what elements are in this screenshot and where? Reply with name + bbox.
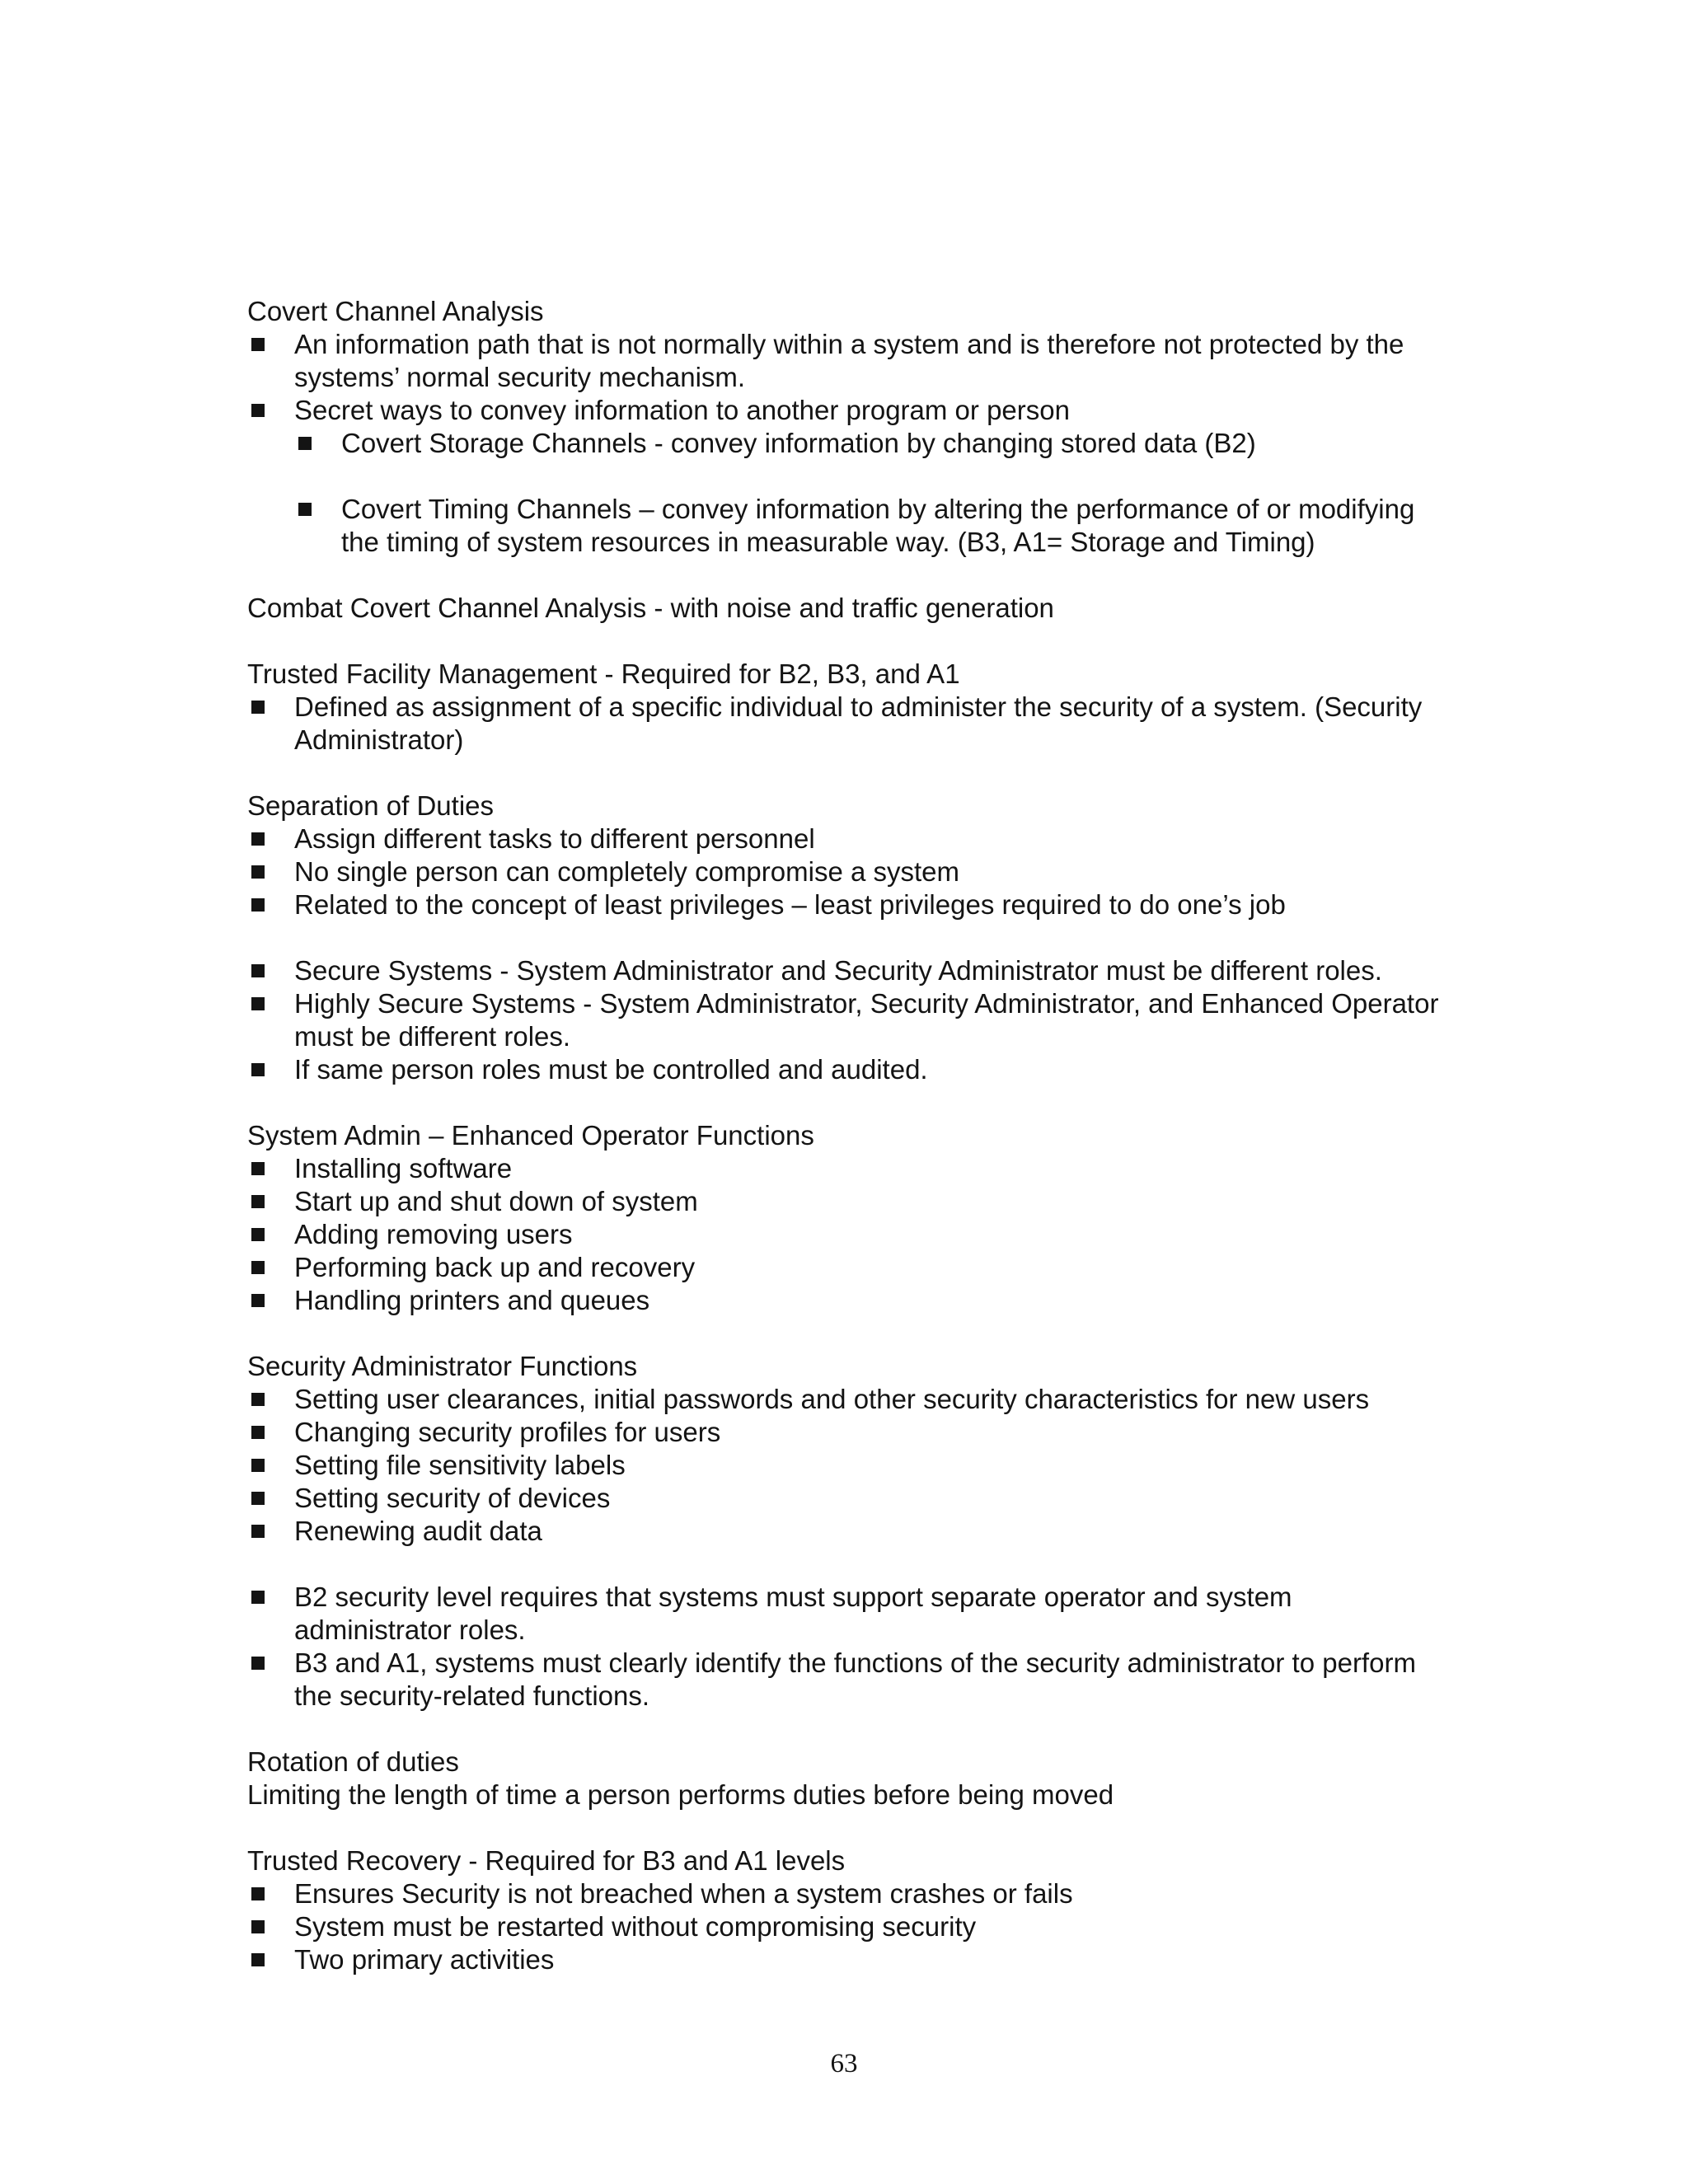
- square-bullet-icon: [251, 997, 265, 1010]
- list-item-text: System must be restarted without compromising security: [294, 1911, 977, 1942]
- list-item: [247, 823, 1451, 855]
- list-item: [247, 954, 1451, 987]
- section: [247, 1119, 1451, 1317]
- section-heading: Combat Covert Channel Analysis - with noise and traffic generation: [247, 593, 1054, 623]
- list-item-text: Related to the concept of least privileges – least privileges required to do one’s job: [294, 889, 1286, 920]
- section-heading: System Admin – Enhanced Operator Functions: [247, 1120, 814, 1151]
- list-item: [247, 855, 1451, 888]
- list-item-text: Changing security profiles for users: [294, 1417, 721, 1447]
- section-heading: Trusted Facility Management - Required for B2, B3, and A1: [247, 658, 960, 689]
- section-line: Limiting the length of time a person performs duties before being moved: [247, 1779, 1114, 1810]
- square-bullet-icon: [251, 1887, 265, 1900]
- list-item: [247, 1185, 1451, 1218]
- square-bullet-icon: [251, 1953, 265, 1966]
- list-item: [247, 1943, 1451, 1976]
- section: [247, 1350, 1451, 1713]
- list-item-text: Defined as assignment of a specific individual to administer the security of a system. (Security Administrator): [294, 691, 1423, 755]
- list-item-text: Assign different tasks to different personnel: [294, 823, 815, 854]
- list-item-text: Secure Systems - System Administrator and Security Administrator must be different roles.: [294, 955, 1382, 986]
- list-item-text: An information path that is not normally within a system and is therefore not protected by the systems’ normal security mechanism.: [294, 329, 1404, 392]
- list-item: [247, 1581, 1451, 1647]
- list-item-text: Handling printers and queues: [294, 1285, 650, 1315]
- list-item-text: No single person can completely compromise a system: [294, 856, 960, 887]
- section: [247, 592, 1451, 625]
- square-bullet-icon: [251, 1063, 265, 1076]
- list-item: [247, 1053, 1451, 1086]
- list-item: [247, 394, 1451, 427]
- square-bullet-icon: [251, 1426, 265, 1439]
- page-content: [247, 295, 1451, 2009]
- square-bullet-icon: [251, 1525, 265, 1538]
- square-bullet-icon: [251, 1195, 265, 1208]
- list-item-text: Adding removing users: [294, 1219, 573, 1249]
- section-heading: Trusted Recovery - Required for B3 and A1 levels: [247, 1845, 846, 1876]
- list-item-text: Setting file sensitivity labels: [294, 1450, 626, 1480]
- square-bullet-icon: [251, 1657, 265, 1670]
- list-item: [247, 1482, 1451, 1515]
- list-item: [247, 888, 1451, 921]
- square-bullet-icon: [251, 404, 265, 417]
- list-item: [247, 328, 1451, 394]
- list-item: [247, 1449, 1451, 1482]
- section-heading: Security Administrator Functions: [247, 1351, 638, 1381]
- square-bullet-icon: [251, 1591, 265, 1604]
- section-heading: Covert Channel Analysis: [247, 296, 544, 326]
- square-bullet-icon: [298, 503, 312, 516]
- sub-list-item: [294, 493, 1451, 559]
- list-item: [247, 1284, 1451, 1317]
- section: [247, 658, 1451, 757]
- square-bullet-icon: [251, 701, 265, 714]
- square-bullet-icon: [251, 1261, 265, 1274]
- list-item: [247, 1647, 1451, 1713]
- section: [247, 790, 1451, 1086]
- square-bullet-icon: [251, 1920, 265, 1933]
- square-bullet-icon: [251, 1228, 265, 1241]
- list-item: [247, 1383, 1451, 1416]
- list-item-text: Covert Timing Channels – convey information by altering the performance of or modifying the timing of system resources in measurable way. (B3, A1= Storage and Timing): [341, 494, 1415, 557]
- list-item: [247, 691, 1451, 757]
- square-bullet-icon: [251, 1393, 265, 1406]
- list-item: [247, 1251, 1451, 1284]
- list-item-text: Two primary activities: [294, 1944, 555, 1975]
- section-heading: Rotation of duties: [247, 1746, 459, 1777]
- square-bullet-icon: [251, 1294, 265, 1307]
- section: [247, 1844, 1451, 1976]
- list-item: [247, 1877, 1451, 1910]
- list-item-text: If same person roles must be controlled and audited.: [294, 1054, 928, 1085]
- square-bullet-icon: [251, 865, 265, 879]
- section: [247, 1746, 1451, 1811]
- list-item-text: Covert Storage Channels - convey information by changing stored data (B2): [341, 428, 1256, 458]
- list-item: [247, 1416, 1451, 1449]
- square-bullet-icon: [251, 1162, 265, 1175]
- square-bullet-icon: [251, 1492, 265, 1505]
- square-bullet-icon: [251, 964, 265, 977]
- section: [247, 295, 1451, 559]
- list-item-text: B3 and A1, systems must clearly identify the functions of the security administrator to perform the security-related functions.: [294, 1647, 1416, 1711]
- list-item: [247, 1152, 1451, 1185]
- list-item-text: Highly Secure Systems - System Administrator, Security Administrator, and Enhanced Operator must be different roles.: [294, 988, 1439, 1052]
- square-bullet-icon: [251, 1459, 265, 1472]
- list-item-text: Renewing audit data: [294, 1516, 542, 1546]
- list-item: [247, 987, 1451, 1053]
- list-item-text: Setting user clearances, initial passwords and other security characteristics for new users: [294, 1384, 1370, 1414]
- sub-list-item: [294, 427, 1451, 460]
- list-item: [247, 1218, 1451, 1251]
- list-item-text: B2 security level requires that systems must support separate operator and system administrator roles.: [294, 1582, 1292, 1645]
- list-item-text: Start up and shut down of system: [294, 1186, 698, 1216]
- list-item-text: Setting security of devices: [294, 1483, 611, 1513]
- list-item-text: Performing back up and recovery: [294, 1252, 696, 1282]
- square-bullet-icon: [251, 898, 265, 912]
- list-item: [247, 1910, 1451, 1943]
- square-bullet-icon: [251, 338, 265, 351]
- list-item-text: Ensures Security is not breached when a system crashes or fails: [294, 1878, 1073, 1909]
- list-item-text: Installing software: [294, 1153, 513, 1183]
- square-bullet-icon: [251, 832, 265, 846]
- square-bullet-icon: [298, 437, 312, 450]
- list-item-text: Secret ways to convey information to another program or person: [294, 395, 1070, 425]
- section-heading: Separation of Duties: [247, 790, 495, 821]
- list-item: [247, 1515, 1451, 1548]
- page-number: 63: [830, 2049, 858, 2079]
